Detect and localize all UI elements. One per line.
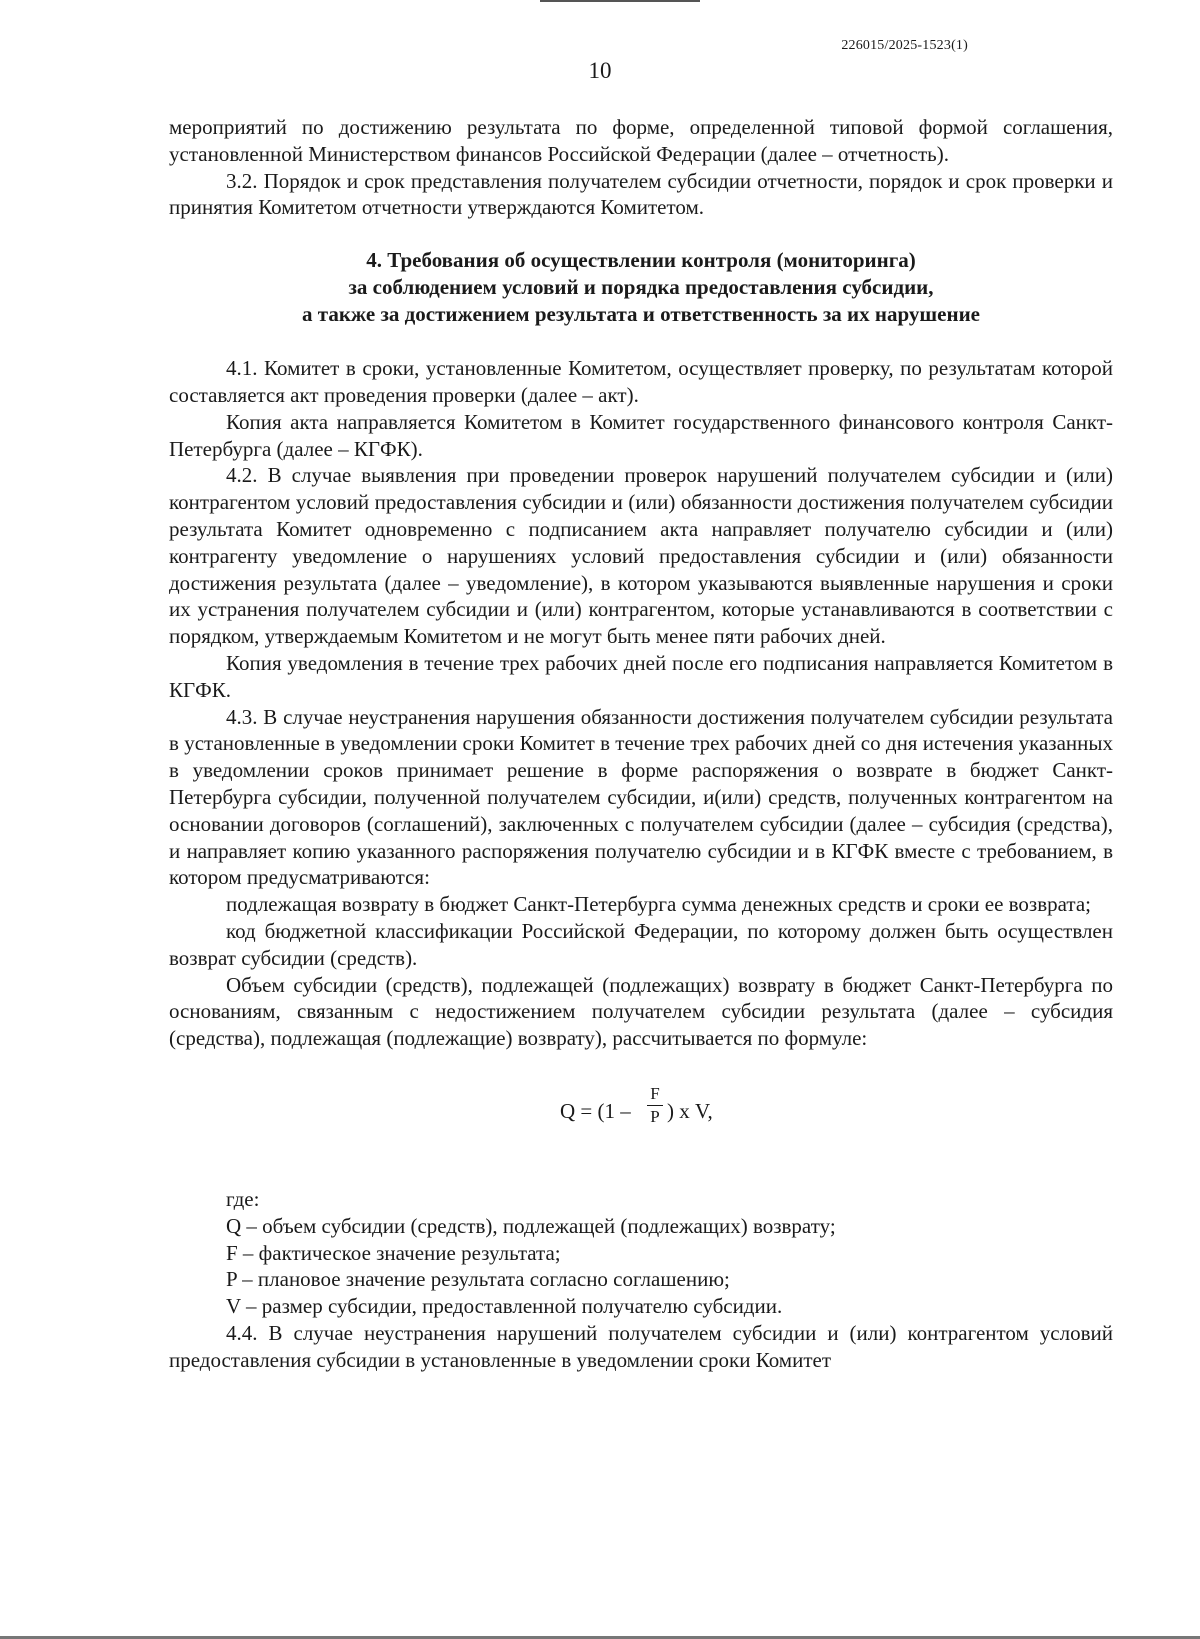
section-heading [169,247,1113,328]
paragraph: Копия уведомления в течение трех рабочих дней после его подписания направляется Комитетом в КГФК. [169,650,1113,702]
formula-denominator: P [650,1107,660,1127]
document-body [169,114,1113,1373]
formula [169,1082,1113,1142]
paragraph: мероприятий по достижению результата по форме, определенной типовой формой соглашения, установленной Министерством финансов Российской Федерации (далее – отчетность). [169,115,1113,166]
paragraph: код бюджетной классификации Российской Федерации, по которому должен быть осуществлен возврат субсидии (средств). [169,918,1113,970]
definition-line: F – фактическое значение результата; [226,1240,561,1265]
definition-line: P – плановое значение результата согласно соглашению; [226,1267,730,1292]
paragraph: 4.2. В случае выявления при проведении проверок нарушений получателем субсидии и (или) контрагентом условий предоставления субсидии и (или) обязанности достижения получателем субсидии результата Комитет одновременно с подписанием акта направляет получателю субсидии и (или) контрагенту уведомление о нарушениях условий предоставления субсидии и (или) обязанности достижения результата (далее – уведомление), в котором указываются выявленные нарушения и сроки их устранения получателем субсидии и (или) контрагентом, которые устанавливаются в соответствии с порядком, утверждаемым Комитетом и не могут быть менее пяти рабочих дней. [169,463,1113,649]
page-number: 10 [588,58,612,83]
document-number: 226015/2025-1523(1) [841,38,968,53]
top-edge-line [540,0,700,2]
paragraph: 4.3. В случае неустранения нарушения обязанности достижения получателем субсидии результата в установленные в уведомлении сроки Комитет в течение трех рабочих дней со дня истечения указанных в уведомлении сроков принимает решение в форме распоряжения о возврате в бюджет Санкт-Петербурга субсидии, полученной получателем субсидии, и(или) средств, полученных контрагентом на основании договоров (соглашений), заключенных с получателем субсидии (далее – субсидия (средства), и направляет копию указанного распоряжения получателю субсидии и в КГФК вместе с требованием, в котором предусматриваются: [169,704,1113,890]
paragraph: Объем субсидии (средств), подлежащей (подлежащих) возврату в бюджет Санкт-Петербурга по основаниям, связанным с недостижением получателем субсидии результата (далее – субсидия (средства), подлежащая (подлежащие) возврату), рассчитывается по формуле: [169,972,1113,1051]
definition-line: где: [226,1186,260,1211]
formula-numerator: F [650,1083,660,1103]
formula-rhs: ) х V, [667,1098,713,1123]
formula-lhs: Q = (1 – [560,1098,631,1123]
paragraph: 3.2. Порядок и срок представления получателем субсидии отчетности, порядок и срок проверки и принятия Комитетом отчетности утверждаются Комитетом. [169,168,1113,220]
fraction-bar [647,1105,663,1107]
paragraph: подлежащая возврату в бюджет Санкт-Петербурга сумма денежных средств и сроки ее возврата; [226,892,1092,917]
definition-line: Q – объем субсидии (средств), подлежащей (подлежащих) возврату; [226,1213,836,1238]
paragraph: Копия акта направляется Комитетом в Комитет государственного финансового контроля Санкт-Петербурга (далее – КГФК). [169,409,1113,461]
paragraph: 4.1. Комитет в сроки, установленные Комитетом, осуществляет проверку, по результатам которой составляется акт проведения проверки (далее – акт). [169,356,1113,407]
paragraph: 4.4. В случае неустранения нарушений получателем субсидии и (или) контрагентом условий предоставления субсидии в установленные в уведомлении сроки Комитет [169,1320,1113,1372]
section-heading-line: за соблюдением условий и порядка предоставления субсидии, [348,275,934,300]
section-heading-line: 4. Требования об осуществлении контроля (мониторинга) [366,248,916,273]
formula-fraction [647,1084,663,1128]
definition-line: V – размер субсидии, предоставленной получателю субсидии. [226,1294,783,1319]
section-heading-line: а также за достижением результата и ответственность за их нарушение [302,302,980,327]
